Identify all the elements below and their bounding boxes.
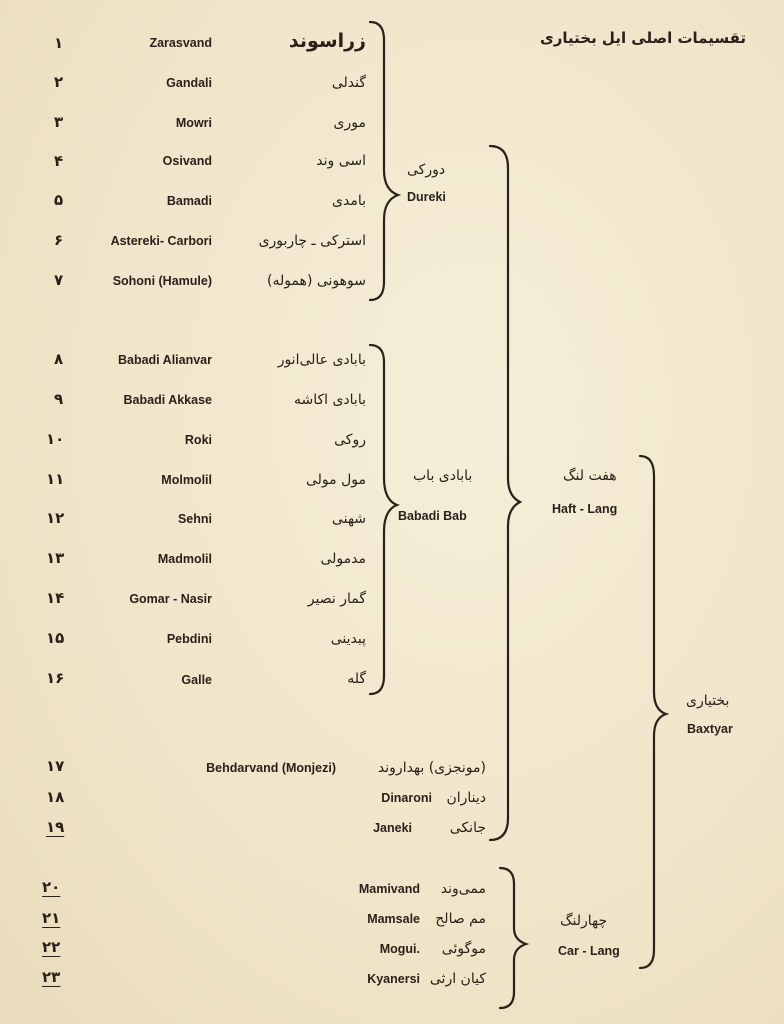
tribe-number-22: ۲۲	[42, 938, 61, 956]
tribe-number-5: ۵	[54, 191, 64, 209]
tribe-persian-1: زراسوند	[288, 30, 366, 52]
tribe-latin-10: Roki	[184, 433, 212, 447]
group-babadi-bab-latin: Babadi Bab	[398, 509, 467, 523]
tribe-persian-14: گمار نصیر	[307, 591, 366, 607]
tribe-number-16: ۱۶	[46, 669, 65, 687]
tribe-latin-6: Astereki- Carbori	[110, 234, 212, 248]
tribe-number-15: ۱۵	[46, 629, 65, 647]
tribe-latin-20: Mamivand	[358, 882, 420, 896]
tribe-persian-15: پبدینی	[330, 631, 366, 647]
tribe-latin-23: Kyanersi	[367, 972, 420, 986]
brace-dureki	[370, 22, 398, 300]
group-babadi-bab-persian: بابادی باب	[413, 468, 473, 484]
tribe-latin-5: Bamadi	[166, 194, 212, 208]
tribe-latin-15: Pebdini	[166, 632, 212, 646]
tribe-latin-8: Babadi Alianvar	[117, 353, 212, 367]
tribe-persian-9: بابادی اکاشه	[293, 392, 366, 408]
tribe-persian-5: بامدی	[332, 193, 366, 209]
tribe-persian-8: بابادی عالی‌انور	[277, 352, 366, 368]
tribe-latin-7: Sohoni (Hamule)	[112, 274, 212, 288]
tribe-number-20: ۲۰	[42, 878, 61, 896]
group-dureki-persian: دورکی	[407, 162, 446, 178]
tribe-latin-19: Janeki	[373, 821, 412, 835]
tribe-persian-20: ممی‌وند	[440, 881, 486, 897]
tribe-latin-3: Mowri	[175, 116, 212, 130]
tribe-number-23: ۲۳	[42, 968, 61, 986]
tribe-number-12: ۱۲	[46, 509, 65, 527]
tribe-number-2: ۲	[54, 73, 64, 91]
tribe-number-8: ۸	[54, 350, 64, 368]
group-baxtyar-persian: بختیاری	[686, 693, 730, 709]
tribe-persian-10: روکی	[334, 432, 366, 448]
tribe-persian-17: (مونجزی) بهداروند	[377, 760, 486, 776]
group-dureki-latin: Dureki	[407, 190, 446, 204]
tribe-persian-22: موگوئی	[441, 941, 486, 957]
tribe-latin-17: Behdarvand (Monjezi)	[206, 761, 336, 775]
tribe-persian-12: شهنی	[331, 511, 366, 527]
tribe-latin-4: Osivand	[162, 154, 212, 168]
group-haft-lang-latin: Haft - Lang	[552, 502, 618, 516]
brace-haft-lang	[490, 146, 520, 840]
tribe-number-7: ۷	[54, 271, 64, 289]
tribe-number-14: ۱۴	[46, 589, 65, 607]
tribe-latin-16: Galle	[181, 673, 212, 687]
tribe-latin-22: Mogui.	[379, 942, 420, 956]
tribe-persian-3: موری	[333, 115, 366, 131]
tribe-persian-21: مم صالح	[435, 911, 486, 927]
brace-baxtyar	[640, 456, 666, 968]
group-car-lang-latin: Car - Lang	[558, 944, 620, 958]
tribe-persian-13: مدمولی	[320, 551, 366, 567]
tribe-persian-11: مول مولی	[305, 472, 366, 488]
tribe-latin-21: Mamsale	[367, 912, 420, 926]
tribe-persian-16: گله	[347, 671, 366, 687]
tribe-latin-11: Molmolil	[161, 473, 212, 487]
group-haft-lang-persian: هفت لنگ	[563, 468, 617, 484]
brace-car-lang	[500, 868, 526, 1008]
tribe-latin-18: Dinaroni	[381, 791, 432, 805]
tribe-number-21: ۲۱	[42, 909, 61, 927]
tribe-latin-12: Sehni	[177, 512, 212, 526]
tribe-persian-2: گندلی	[331, 75, 366, 91]
tribe-number-4: ۴	[54, 152, 64, 170]
tribe-number-1: ۱	[54, 34, 64, 52]
tribe-number-10: ۱۰	[46, 430, 65, 448]
tribe-persian-7: سوهونی (هموله)	[267, 273, 366, 289]
tribe-number-13: ۱۳	[46, 549, 65, 567]
tribe-number-9: ۹	[54, 390, 64, 408]
tribe-number-11: ۱۱	[46, 470, 65, 488]
tribe-persian-23: کیان ارثی	[429, 971, 486, 987]
tribe-persian-6: استرکی ـ چاربوری	[258, 233, 366, 249]
group-baxtyar-latin: Baxtyar	[687, 722, 733, 736]
tribe-persian-18: دیناران	[446, 790, 486, 806]
tribe-persian-4: اسی وند	[316, 153, 366, 169]
tribe-number-17: ۱۷	[46, 757, 65, 775]
tribe-persian-19: جانکی	[449, 820, 486, 836]
tribe-number-18: ۱۸	[46, 788, 65, 806]
tribe-latin-1: Zarasvand	[149, 36, 212, 50]
tribe-number-19: ۱۹	[46, 818, 65, 836]
group-car-lang-persian: چهارلنگ	[560, 913, 608, 929]
tribe-number-6: ۶	[54, 231, 64, 249]
tribe-latin-2: Gandali	[166, 76, 212, 90]
diagram-title: تقسیمات اصلی ایل بختیاری	[540, 29, 747, 47]
tribe-number-3: ۳	[54, 113, 64, 131]
brace-babadi-bab	[370, 345, 397, 694]
tribe-latin-13: Madmolil	[157, 552, 212, 566]
tribe-latin-9: Babadi Akkase	[123, 393, 212, 407]
tribe-latin-14: Gomar - Nasir	[129, 592, 212, 606]
